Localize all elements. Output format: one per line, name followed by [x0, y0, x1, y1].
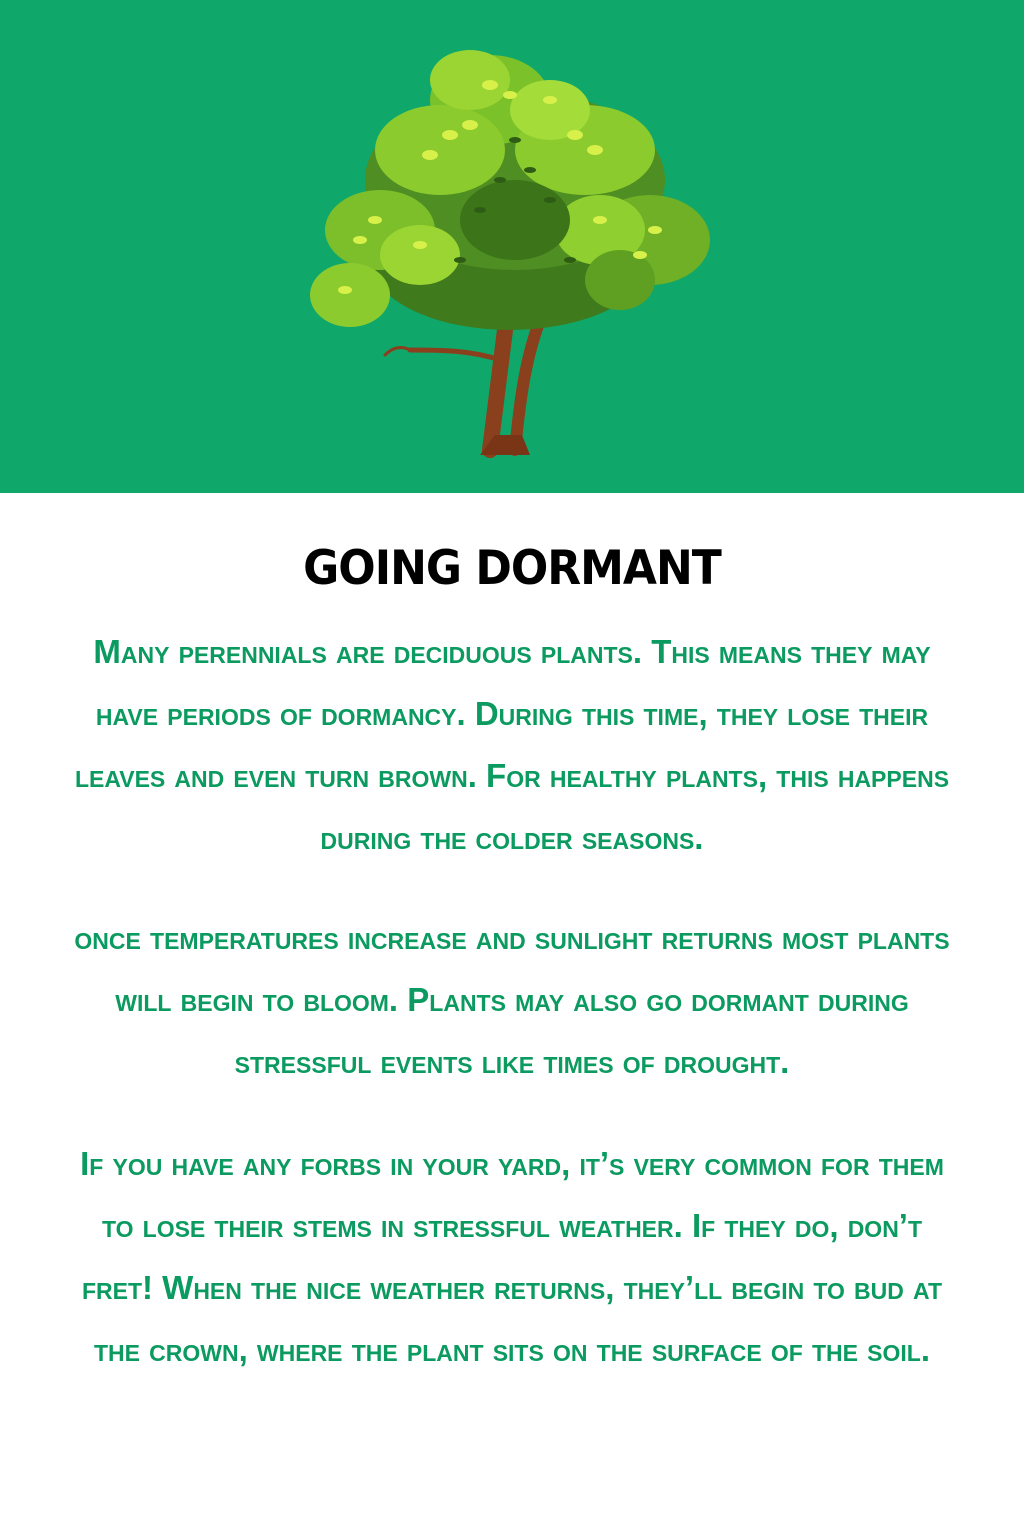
header-banner [0, 0, 1024, 493]
tree-icon [300, 30, 730, 460]
paragraph-3: If you have any forbs in your yard, it’s very common for them to lose their stems in stressful weather. If they do, don’t fret! When the nice weather returns, they’ll begin to bud at the crown, where the plant sits on the surface of the soil. [80, 1145, 944, 1368]
paragraph-2: once temperatures increase and sunlight returns most plants will begin to bloom. Plants may also go dormant during stressful events like times of drought. [74, 919, 950, 1080]
page-title: GOING DORMANT [303, 540, 721, 596]
article [0, 493, 1024, 1536]
paragraph-1: Many perennials are deciduous plants. This means they may have periods of dormancy. During this time, they lose their leaves and even turn brown. For healthy plants, this happens during the colder seasons. [74, 633, 950, 856]
